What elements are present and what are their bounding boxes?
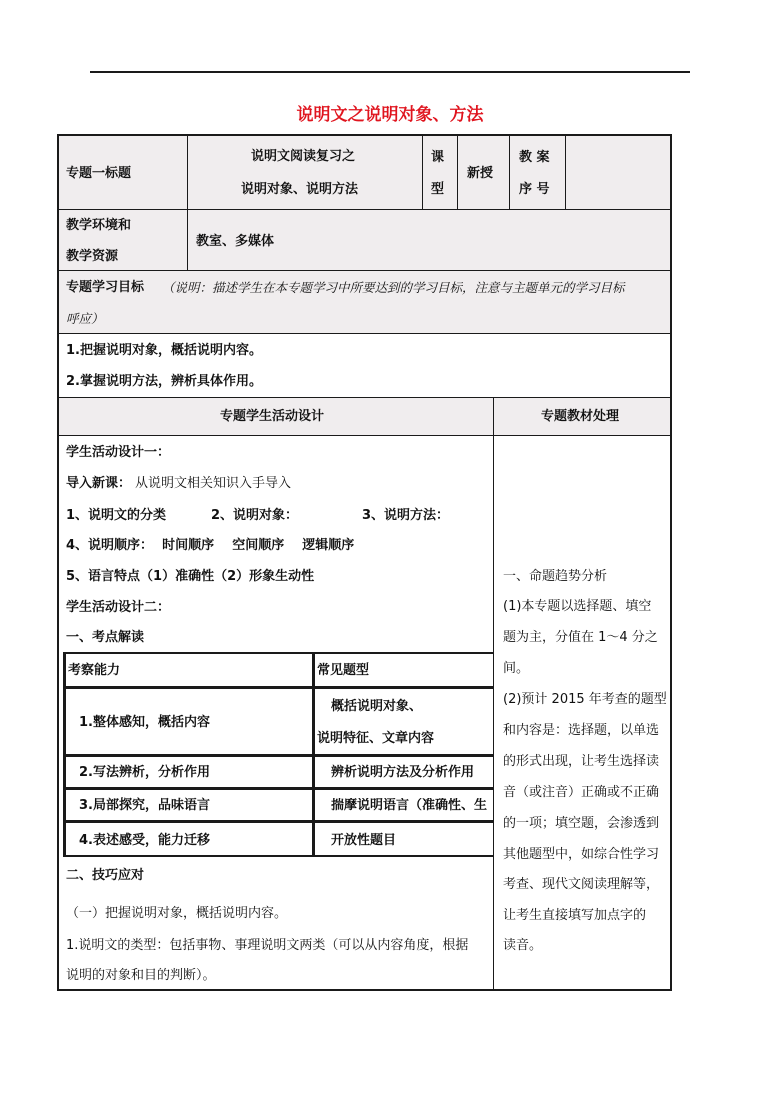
material-line: 的形式出现，让考生选择读 — [503, 754, 660, 769]
plan-no-label-2: 序 号 — [519, 182, 550, 197]
table-border-top — [57, 134, 672, 136]
exam-table-border — [63, 820, 494, 823]
types-line-2: 说明的对象和目的判断）。 — [66, 968, 216, 983]
activity-design-2: 学生活动设计二： — [66, 600, 171, 615]
exam-header-ability: 考察能力 — [68, 663, 121, 678]
table-border — [509, 134, 510, 210]
table-border — [57, 435, 672, 436]
order-line: 4、说明顺序： 时间顺序 空间顺序 逻辑顺序 — [66, 538, 355, 553]
exam-type-cell: 揣摩说明语言（准确性、生 — [331, 798, 488, 813]
material-line: 音（或注音）正确或不正确 — [503, 785, 660, 800]
exam-header-type: 常见题型 — [317, 663, 370, 678]
goals-note-line-2: 呼应） — [66, 311, 104, 326]
material-line: 其他题型中，如综合性学习 — [503, 847, 660, 862]
table-border — [493, 397, 494, 991]
table-border — [57, 209, 672, 210]
material-line: (2)预计 2015 年考查的题型 — [503, 692, 667, 707]
topic-line-2: 说明对象、说明方法 — [241, 182, 359, 197]
table-border — [57, 270, 672, 271]
exam-type-cell: 说明特征、文章内容 — [317, 731, 435, 746]
table-border — [187, 134, 188, 271]
category-item: 1、说明文的分类 — [66, 508, 167, 523]
material-heading: 一、命题趋势分析 — [503, 569, 608, 584]
table-border — [57, 333, 672, 334]
material-line: 和内容是：选择题，以单选 — [503, 723, 660, 738]
table-border — [565, 134, 566, 210]
table-border-bottom — [57, 989, 672, 991]
exam-table-border — [63, 754, 494, 757]
lesson-type-label-2: 型 — [431, 182, 445, 197]
goal-item: 2.掌握说明方法，辨析具体作用。 — [66, 374, 262, 389]
material-line: 读音。 — [503, 938, 543, 953]
topic-line-1: 说明文阅读复习之 — [251, 149, 356, 164]
material-line: 让考生直接填写加点字的 — [503, 908, 647, 923]
exam-type-cell: 辨析说明方法及分析作用 — [331, 765, 475, 780]
top-rule — [90, 71, 690, 73]
exam-table-border — [63, 855, 494, 857]
environment-label-1: 教学环境和 — [66, 218, 132, 233]
topic-label: 专题一标题 — [66, 166, 132, 181]
plan-no-label-1: 教 案 — [519, 150, 550, 165]
material-line: 的一项；填空题，会渗透到 — [503, 816, 660, 831]
activity-design-1: 学生活动设计一： — [66, 445, 171, 460]
environment-value: 教室、多媒体 — [196, 234, 275, 249]
exam-table-border — [312, 652, 315, 857]
section-heading: 一、考点解读 — [66, 630, 145, 645]
section-heading: 二、技巧应对 — [66, 868, 145, 883]
exam-table-border — [63, 652, 66, 857]
goal-item: 1.把握说明对象，概括说明内容。 — [66, 343, 262, 358]
exam-table-border — [63, 686, 494, 689]
types-line-1: 1.说明文的类型：包括事物、事理说明文两类（可以从内容角度，根据 — [66, 938, 469, 953]
table-border — [422, 134, 423, 210]
goals-label: 专题学习目标 — [66, 280, 145, 295]
language-feature-line: 5、语言特点（1）准确性（2）形象生动性 — [66, 569, 315, 584]
exam-ability-cell: 2.写法辨析，分析作用 — [79, 765, 210, 780]
table-border — [57, 397, 672, 398]
table-border-right — [670, 134, 672, 991]
exam-table-border — [63, 787, 494, 790]
lesson-type-label-1: 课 — [431, 150, 445, 165]
intro-label: 导入新课： — [66, 476, 132, 491]
exam-ability-cell: 1.整体感知，概括内容 — [79, 715, 210, 730]
exam-type-cell: 开放性题目 — [331, 833, 397, 848]
exam-ability-cell: 4.表述感受，能力迁移 — [79, 833, 210, 848]
category-item: 3、说明方法： — [362, 508, 450, 523]
lesson-type-value: 新授 — [467, 166, 494, 181]
table-border — [457, 134, 458, 210]
material-line: 间。 — [503, 661, 530, 676]
sub-heading: （一）把握说明对象，概括说明内容。 — [66, 906, 288, 921]
page-title: 说明文之说明对象、方法 — [296, 105, 484, 125]
col-header-activity: 专题学生活动设计 — [220, 409, 325, 424]
environment-label-2: 教学资源 — [66, 249, 119, 264]
table-border-left — [57, 134, 59, 991]
goals-note-line-1: （说明：描述学生在本专题学习中所要达到的学习目标，注意与主题单元的学习目标 — [162, 280, 625, 295]
exam-ability-cell: 3.局部探究，品味语言 — [79, 798, 210, 813]
exam-type-cell: 概括说明对象、 — [331, 699, 423, 714]
header-row-bg — [59, 136, 671, 209]
intro-text: 从说明文相关知识入手导入 — [135, 476, 292, 491]
material-line: 考查、现代文阅读理解等， — [503, 877, 660, 892]
exam-table-border — [63, 652, 494, 654]
material-line: (1)本专题以选择题、填空 — [503, 599, 652, 614]
category-item: 2、说明对象： — [211, 508, 299, 523]
col-header-material: 专题教材处理 — [541, 409, 620, 424]
environment-row-bg — [59, 210, 671, 270]
material-line: 题为主，分值在 1～4 分之 — [503, 630, 658, 645]
